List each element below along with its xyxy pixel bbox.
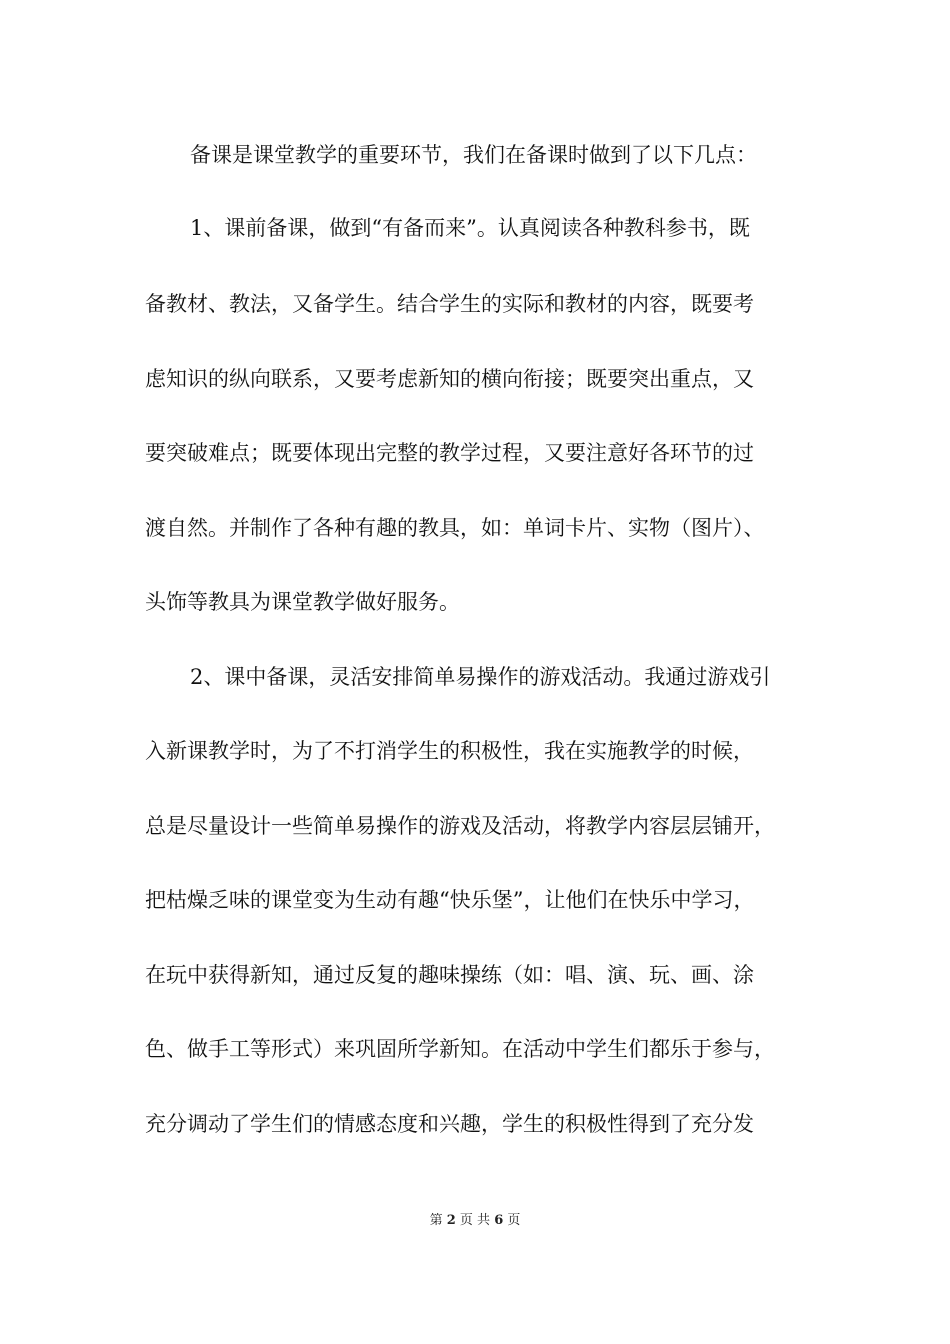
paragraph-2-line-6: 色、做手工等形式）来巩固所学新知。在活动中学生们都乐于参与， xyxy=(145,1037,775,1061)
footer-middle: 页 共 xyxy=(459,1213,491,1228)
paragraph-intro-line: 备课是课堂教学的重要环节，我们在备课时做到了以下几点： xyxy=(190,143,757,167)
footer-prefix: 第 xyxy=(429,1213,443,1228)
paragraph-2-line-1: 2、课中备课，灵活安排简单易操作的游戏活动。我通过游戏引 xyxy=(190,665,771,689)
footer-suffix: 页 xyxy=(507,1213,521,1228)
paragraph-1-line-3: 虑知识的纵向联系，又要考虑新知的横向衔接；既要突出重点，又 xyxy=(145,367,754,391)
paragraph-2-line-5: 在玩中获得新知，通过反复的趣味操练（如：唱、演、玩、画、涂 xyxy=(145,963,754,987)
total-page-count: 6 xyxy=(494,1213,504,1228)
paragraph-1-line-5: 渡自然。并制作了各种有趣的教具，如：单词卡片、实物（图片）、 xyxy=(145,516,765,540)
paragraph-1-line-1: 1、课前备课，做到“有备而来”。认真阅读各种教科参书，既 xyxy=(190,216,750,240)
current-page-number: 2 xyxy=(446,1213,456,1228)
page-footer xyxy=(0,1209,950,1228)
paragraph-2-line-4: 把枯燥乏味的课堂变为生动有趣“快乐堡”，让他们在快乐中学习， xyxy=(145,888,755,912)
paragraph-1-line-2: 备教材、教法，又备学生。结合学生的实际和教材的内容，既要考 xyxy=(145,292,754,316)
paragraph-2-line-2: 入新课教学时，为了不打消学生的积极性，我在实施教学的时候， xyxy=(145,739,754,763)
paragraph-2-line-7: 充分调动了学生们的情感态度和兴趣，学生的积极性得到了充分发 xyxy=(145,1112,754,1136)
paragraph-1-line-6: 头饰等教具为课堂教学做好服务。 xyxy=(145,590,460,614)
paragraph-1-line-4: 要突破难点；既要体现出完整的教学过程，又要注意好各环节的过 xyxy=(145,441,754,465)
paragraph-2-line-3: 总是尽量设计一些简单易操作的游戏及活动，将教学内容层层铺开， xyxy=(145,814,775,838)
